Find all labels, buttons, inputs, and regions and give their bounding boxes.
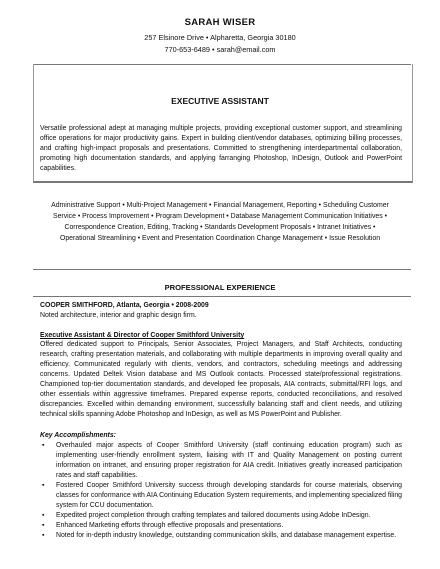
list-item: ▪ Enhanced Marketing efforts through effective proposals and presentations. [40,521,402,531]
experience-bottom-rule [33,296,411,297]
summary-text: Versatile professional adept at managing multiple projects, providing exceptional customer support, and streamlining office operations for major productivity gains. Expert in building client/vendor databases, optimizing billing processes, and crafting high-impact proposals and presentations. Committed to strengthening interdepartmental collaboration, promoting high documentation standards, and applying farranging Photoshop, InDesign, Outlook and PowerPoint capabilities. [40,125,402,172]
job-description: Offered dedicated support to Principals, Senior Associates, Project Managers, and Staff Architects, conducting research, crafting presentation materials, and collaborating with multiple departments in improving overall quality and efficiency. Communicated regularly with clients, vendors, and contractors, scheduling meetings and addressing concerns. Updated Deltek Vision database and MS Outlook contacts. Processed state/professional registrations. Championed top-tier documentation standards, and developed fee proposals, AIA contracts, submittal/RFI logs, and other essentials within aggressive timeframes. Prepared expense reports, conducted reconciliations, and resolved discrepancies. Excelled within demanding environment, successfully balancing staff and client needs, and utilizing technical skills spanning Adobe Photoshop and InDesign, as well as MS PowerPoint and Publisher. [40,341,402,418]
accomplishments-label: Key Accomplishments: [40,432,116,439]
skills-list: Administrative Support • Multi-Project Management • Financial Management, Reporting • Scheduling Customer Service • Process Improvement • Program Development • Database Management Communication Initiatives • Correspondence Creation, Editing, Tracking • Standards Development Proposals • Intranet Initiatives • Operational Streamlining • Event and Presentation Coordination Change Management • Issue Resolution [51,202,389,242]
list-item: ▪ Fostered Cooper Smithford University success through developing standards for course materials, observing classes for conformance with AIA Continuing Education System requirements, and implementing specialized filing system for CCU documentation. [40,481,402,511]
applicant-name: SARAH WISER [184,17,256,28]
list-item: ▪ Expedited project completion through crafting templates and tailored documents using Adobe InDesign. [40,511,402,521]
company-note: Noted architecture, interior and graphic design firm. [40,312,197,319]
summary-title: EXECUTIVE ASSISTANT [171,96,269,106]
applicant-address: 257 Elsinore Drive • Alpharetta, Georgia 30180 [144,33,296,42]
company-line: COOPER SMITHFORD, Atlanta, Georgia • 2008-2009 [40,302,209,309]
experience-top-rule [33,269,411,270]
list-item: ▪ Overhauled major aspects of Cooper Smithford University (staff continuing education program) such as implementing user-friendly enrollment system, liaising with IT and Quality Management on posting current information on intranet, and ensuring proper registration for AIA credit. Initiatives greatly increased participation rates and staff capabilities. [40,441,402,481]
applicant-contact: 770-653-6489 • sarah@email.com [164,45,276,54]
list-item: ▪ Noted for in-depth industry knowledge, outstanding communication skills, and database management expertise. [40,531,402,541]
job-role: Executive Assistant & Director of Cooper Smithford University [40,332,245,339]
experience-title: PROFESSIONAL EXPERIENCE [164,283,276,292]
accomplishments-list [40,441,402,541]
